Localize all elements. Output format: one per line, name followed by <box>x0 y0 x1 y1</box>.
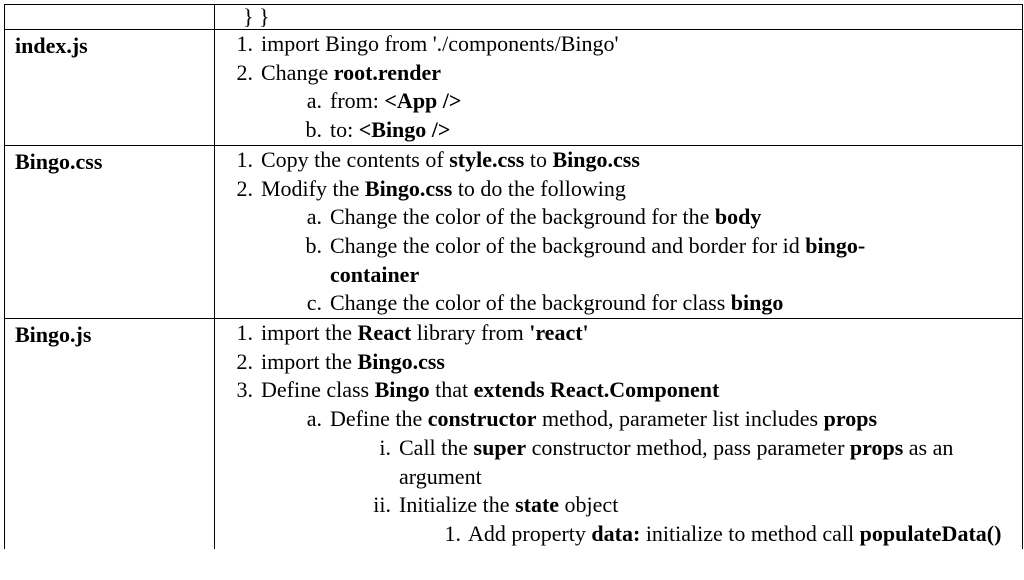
file-label-bingo-css: Bingo.css <box>5 145 215 318</box>
list-marker: b. <box>305 117 322 143</box>
list-item: i. Call the super constructor method, pass parameter props as an argument <box>221 434 1016 491</box>
table-row-continuation <box>5 5 1023 30</box>
list-marker: 2. <box>236 348 253 374</box>
list-item: 2. Change root.render <box>221 59 1016 88</box>
closing-braces-text: } } <box>243 4 270 29</box>
list-item: 1. Add property data: initialize to method call populateData() <box>221 520 1016 549</box>
content-cell-index-js <box>215 30 1023 146</box>
list-item: 1. import the React library from 'react' <box>221 319 1016 348</box>
list-marker: 1. <box>236 146 253 172</box>
list-item: a. Change the color of the background for the body <box>221 203 1016 232</box>
list-item: 2. import the Bingo.css <box>221 348 1016 377</box>
list-item: c. Change the color of the background for class bingo <box>221 289 1016 318</box>
list-item: a. from: <App /> <box>221 87 1016 116</box>
list-item: 3. Define class Bingo that extends React.Component <box>221 376 1016 405</box>
list-marker: c. <box>306 290 322 316</box>
list-marker: 1. <box>236 31 253 56</box>
table-row-bingo-css <box>5 145 1023 318</box>
list-marker: a. <box>306 204 322 230</box>
content-cell-bingo-css <box>215 145 1023 318</box>
list-marker: a. <box>306 88 322 114</box>
list-marker: 2. <box>236 59 253 85</box>
list-marker: i. <box>379 434 391 460</box>
list-item: 1. Copy the contents of style.css to Bingo.css <box>221 146 1016 175</box>
list-marker: 1. <box>444 520 461 546</box>
list-item: ii. Initialize the state object <box>221 491 1016 520</box>
list-item: 2. Modify the Bingo.css to do the following <box>221 175 1016 204</box>
instructions-table <box>4 4 1023 549</box>
list-item: b. to: <Bingo /> <box>221 116 1016 145</box>
content-cell-bingo-js <box>215 319 1023 549</box>
empty-label-cell <box>5 5 215 30</box>
table-row-bingo-js <box>5 319 1023 549</box>
list-marker: 3. <box>236 377 253 403</box>
content-cell <box>215 5 1023 30</box>
list-marker: 2. <box>236 175 253 201</box>
list-marker: ii. <box>373 492 391 518</box>
list-marker: b. <box>305 232 322 258</box>
list-marker: 1. <box>236 320 253 346</box>
list-item: 1. import Bingo from './components/Bingo' <box>221 30 1016 59</box>
list-item: b. Change the color of the background and border for id bingo-container <box>221 232 930 289</box>
list-marker: a. <box>306 406 322 432</box>
list-item: a. Define the constructor method, parameter list includes props <box>221 405 1016 434</box>
file-label-index-js: index.js <box>5 30 215 146</box>
file-label-bingo-js: Bingo.js <box>5 319 215 549</box>
table-row-index-js <box>5 30 1023 146</box>
